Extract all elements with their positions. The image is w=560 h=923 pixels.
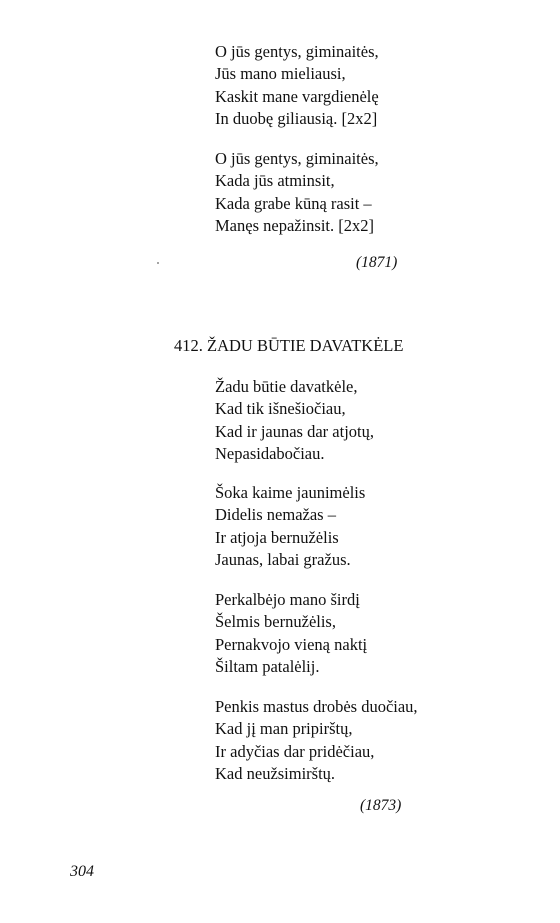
verse-line: Kaskit mane vargdienėlę — [215, 86, 379, 106]
verse-line: Ir adyčias dar pridėčiau, — [215, 741, 375, 761]
verse-line: Šelmis bernužėlis, — [215, 612, 336, 632]
poem-412-title: 412. ŽADU BŪTIE DAVATKĖLE — [174, 336, 404, 355]
verse-line: Kada jūs atminsit, — [215, 171, 335, 191]
verse-line: Nepasidabočiau. — [215, 443, 325, 463]
verse-line: Šoka kaime jaunimėlis — [215, 483, 366, 502]
verse-line: Žadu būtie davatkėle, — [215, 377, 358, 396]
verse-line: Manęs nepažinsit. [2x2] — [215, 215, 374, 235]
verse-line: O jūs gentys, giminaitės, — [215, 42, 379, 61]
poem-412-stanza-4 — [215, 696, 495, 785]
verse-line: Pernakvojo vieną naktį — [215, 634, 368, 654]
poem-412-stanza-2 — [215, 482, 495, 571]
poem-411-stanza-2 — [215, 148, 495, 237]
print-speck — [157, 262, 159, 264]
verse-line: Kada grabe kūną rasit – — [215, 193, 372, 213]
verse-line: Kad ir jaunas dar atjotų, — [215, 421, 374, 441]
verse-line: Kad jį man pripirštų, — [215, 719, 353, 739]
poem-411-date: (1871) — [356, 254, 398, 271]
poem-412-stanza-3 — [215, 589, 495, 678]
poem-411-stanza-1 — [215, 41, 495, 130]
verse-line: Jaunas, labai gražus. — [215, 549, 351, 569]
verse-line: Penkis mastus drobės duočiau, — [215, 697, 418, 716]
page-number: 304 — [70, 863, 94, 880]
verse-line: O jūs gentys, giminaitės, — [215, 149, 379, 168]
verse-line: Šiltam patalėlij. — [215, 656, 320, 676]
poem-412-stanza-1 — [215, 376, 495, 465]
verse-line: Kad neužsimirštų. — [215, 763, 336, 783]
verse-line: Jūs mano mieliausi, — [215, 64, 346, 84]
verse-line: In duobę giliausią. [2x2] — [215, 108, 378, 128]
verse-line: Kad tik išnešiočiau, — [215, 399, 346, 419]
poem-412-date: (1873) — [360, 797, 402, 814]
verse-line: Perkalbėjo mano širdį — [215, 590, 360, 609]
verse-line: Didelis nemažas – — [215, 505, 336, 525]
verse-line: Ir atjoja bernužėlis — [215, 527, 339, 547]
